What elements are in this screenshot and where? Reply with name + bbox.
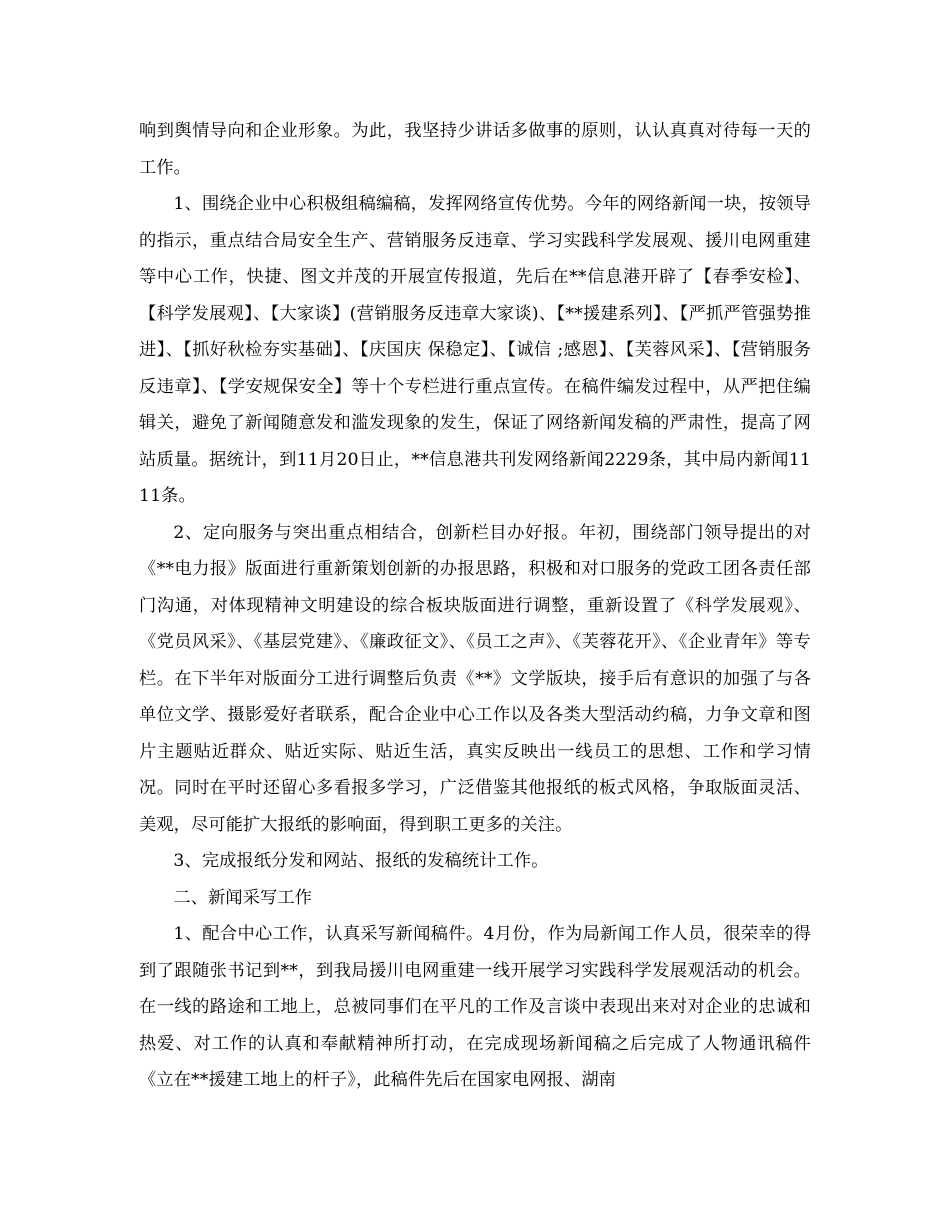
section-heading-news-writing: 二、新闻采写工作 bbox=[173, 887, 313, 908]
paragraph-5: 1、配合中心工作，认真采写新闻稿件。4月份，作为局新闻工作人员，很荣幸的得到了跟随张书记到**，到我局援川电网重建一线开展学习实践科学发展观活动的机会。在一线的路途和工地上，总被同事们在平凡的工作及言谈中表现出来对对企业的忠诚和热爱、对工作的认真和奉献精神所打动，在完成现场新闻稿之后完成了人物通讯稿件《立在**援建工地上的杆子》，此稿件先后在国家电网报、湖南 bbox=[139, 924, 811, 1090]
document-body bbox=[139, 113, 811, 1099]
paragraph-2: 1、围绕企业中心积极组稿编稿，发挥网络宣传优势。今年的网络新闻一块，按领导的指示，重点结合局安全生产、营销服务反违章、学习实践科学发展观、援川电网重建等中心工作，快捷、图文并茂的开展宣传报道，先后在**信息港开辟了【春季安检】、【科学发展观】、【大家谈】(营销服务反违章大家谈)、【**援建系列】、【严抓严管强势推进】、【抓好秋检夯实基础】、【庆国庆 保稳定】、【诚信 ;感恩】、【芙蓉风采】、【营销服务反违章】、【学安规保安全】等十个专栏进行重点宣传。在稿件编发过程中，从严把住编辑关，避免了新闻随意发和滥发现象的发生，保证了网络新闻发稿的严肃性，提高了网站质量。据统计，到11月20日止，**信息港共刊发网络新闻2229条，其中局内新闻1111条。 bbox=[139, 194, 811, 506]
paragraph-1: 响到舆情导向和企业形象。为此，我坚持少讲话多做事的原则，认认真真对待每一天的工作。 bbox=[139, 121, 811, 178]
paragraph-3: 2、定向服务与突出重点相结合，创新栏目办好报。年初，围绕部门领导提出的对《**电力报》版面进行重新策划创新的办报思路，积极和对口服务的党政工团各责任部门沟通，对体现精神文明建设的综合板块版面进行调整，重新设置了《科学发展观》、《党员风采》、《基层党建》、《廉政征文》、《员工之声》、《芙蓉花开》、《企业青年》等专栏。在下半年对版面分工进行调整后负责《**》文学版块，接手后有意识的加强了与各单位文学、摄影爱好者联系，配合企业中心工作以及各类大型活动约稿，力争文章和图片主题贴近群众、贴近实际、贴近生活，真实反映出一线员工的思想、工作和学习情况。同时在平时还留心多看报多学习，广泛借鉴其他报纸的板式风格，争取版面灵活、美观，尽可能扩大报纸的影响面，得到职工更多的关注。 bbox=[139, 522, 811, 835]
paragraph-4: 3、完成报纸分发和网站、报纸的发稿统计工作。 bbox=[173, 851, 549, 871]
